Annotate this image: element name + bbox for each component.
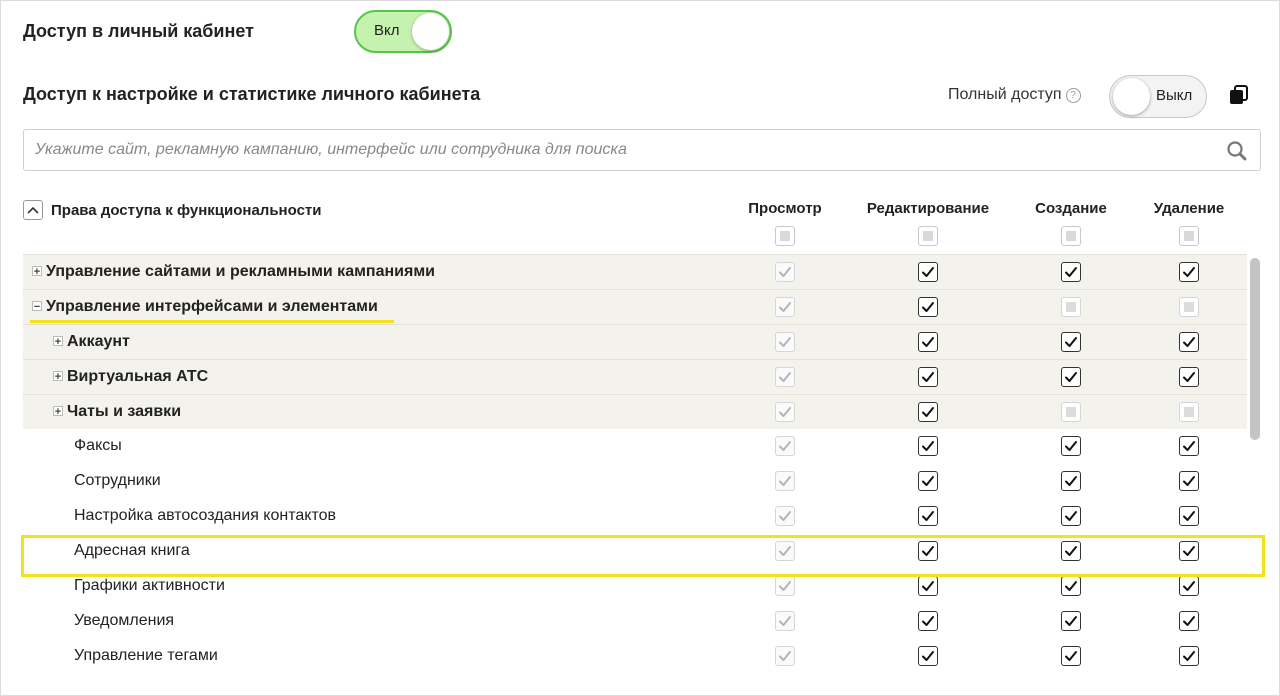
permission-checkbox-view	[775, 436, 795, 456]
permission-checkbox-view	[775, 471, 795, 491]
permission-checkbox-create[interactable]	[1061, 506, 1081, 526]
table-row[interactable]	[23, 324, 1247, 359]
table-row[interactable]	[23, 289, 1247, 324]
column-select-all-checkbox-create[interactable]	[1061, 226, 1081, 246]
row-label: Управление интерфейсами и элементами	[46, 298, 378, 315]
toggle-knob	[1113, 78, 1150, 115]
collapse-icon[interactable]: −	[33, 301, 41, 313]
permission-checkbox-delete[interactable]	[1179, 471, 1199, 491]
row-label: Сотрудники	[74, 472, 161, 489]
table-row[interactable]	[23, 464, 1247, 499]
highlight-underline	[30, 320, 394, 323]
column-header-edit: Редактирование	[866, 200, 990, 217]
permission-checkbox-create[interactable]	[1061, 646, 1081, 666]
permission-checkbox-view	[775, 402, 795, 422]
search-icon[interactable]	[1226, 140, 1248, 162]
table-row[interactable]	[23, 429, 1247, 464]
permission-checkbox-delete[interactable]	[1179, 436, 1199, 456]
column-select-all-checkbox-view[interactable]	[775, 226, 795, 246]
permission-checkbox-delete[interactable]	[1179, 611, 1199, 631]
expand-icon[interactable]: +	[54, 406, 62, 418]
table-row[interactable]	[23, 639, 1247, 674]
permission-checkbox-edit[interactable]	[918, 367, 938, 387]
permission-checkbox-view	[775, 646, 795, 666]
row-label: Настройка автосоздания контактов	[74, 507, 336, 524]
permission-checkbox-view	[775, 262, 795, 282]
copy-icon[interactable]	[1228, 84, 1250, 106]
column-header-create: Создание	[1035, 200, 1107, 217]
permission-checkbox-edit[interactable]	[918, 262, 938, 282]
row-label: Виртуальная АТС	[67, 368, 209, 385]
permission-checkbox-delete[interactable]	[1179, 576, 1199, 596]
permission-checkbox-edit[interactable]	[918, 402, 938, 422]
permission-checkbox-delete[interactable]	[1179, 262, 1199, 282]
permission-checkbox-create[interactable]	[1061, 262, 1081, 282]
table-row[interactable]	[23, 604, 1247, 639]
permission-checkbox-delete	[1179, 402, 1199, 422]
permission-checkbox-create[interactable]	[1061, 436, 1081, 456]
permissions-section-title: Права доступа к функциональности	[51, 201, 322, 219]
permission-checkbox-delete[interactable]	[1179, 506, 1199, 526]
permission-checkbox-create[interactable]	[1061, 367, 1081, 387]
permission-checkbox-view	[775, 297, 795, 317]
full-access-toggle-label: Выкл	[1156, 87, 1193, 104]
row-label: Аккаунт	[67, 333, 130, 350]
row-label: Чаты и заявки	[67, 403, 182, 420]
permission-checkbox-view	[775, 367, 795, 387]
account-access-title: Доступ в личный кабинет	[23, 20, 254, 41]
permission-checkbox-delete	[1179, 297, 1199, 317]
permission-checkbox-edit[interactable]	[918, 471, 938, 491]
account-access-toggle[interactable]	[354, 10, 452, 53]
column-header-view: Просмотр	[748, 200, 822, 217]
permission-checkbox-delete[interactable]	[1179, 332, 1199, 352]
permission-checkbox-edit[interactable]	[918, 332, 938, 352]
permission-checkbox-view	[775, 506, 795, 526]
permission-checkbox-create	[1061, 402, 1081, 422]
column-select-all-checkbox-delete[interactable]	[1179, 226, 1199, 246]
permission-checkbox-edit[interactable]	[918, 576, 938, 596]
account-access-toggle-label: Вкл	[374, 22, 400, 39]
table-row[interactable]	[23, 254, 1247, 289]
permission-checkbox-view	[775, 332, 795, 352]
column-select-all-checkbox-edit[interactable]	[918, 226, 938, 246]
permission-checkbox-edit[interactable]	[918, 646, 938, 666]
permission-checkbox-create[interactable]	[1061, 611, 1081, 631]
table-row[interactable]	[23, 499, 1247, 534]
expand-icon[interactable]: +	[54, 371, 62, 383]
scrollbar[interactable]	[1250, 258, 1260, 440]
row-label: Управление сайтами и рекламными кампаниями	[46, 263, 435, 280]
permission-checkbox-delete[interactable]	[1179, 646, 1199, 666]
permissions-table	[23, 254, 1247, 674]
permission-checkbox-view	[775, 576, 795, 596]
permission-checkbox-delete[interactable]	[1179, 367, 1199, 387]
permission-checkbox-view	[775, 611, 795, 631]
search-input[interactable]	[23, 129, 1261, 171]
row-label: Факсы	[74, 437, 122, 454]
permission-checkbox-create	[1061, 297, 1081, 317]
toggle-knob	[412, 13, 449, 50]
column-header-delete: Удаление	[1153, 200, 1225, 217]
full-access-label: Полный доступ	[948, 86, 1062, 103]
row-label: Управление тегами	[74, 647, 218, 664]
chevron-up-icon[interactable]	[23, 200, 43, 220]
expand-icon[interactable]: +	[33, 266, 41, 278]
search-placeholder: Укажите сайт, рекламную кампанию, интерфейс или сотрудника для поиска	[35, 141, 627, 158]
account-access-row	[23, 10, 254, 52]
permission-checkbox-create[interactable]	[1061, 576, 1081, 596]
full-access-toggle[interactable]	[1109, 75, 1207, 118]
row-label: Адресная книга	[74, 542, 190, 559]
row-label: Уведомления	[74, 612, 175, 629]
table-row[interactable]	[23, 359, 1247, 394]
permission-checkbox-edit[interactable]	[918, 611, 938, 631]
settings-access-title: Доступ к настройке и статистике личного кабинета	[23, 84, 481, 104]
permission-checkbox-edit[interactable]	[918, 297, 938, 317]
question-circle-icon[interactable]: ?	[1066, 88, 1081, 103]
expand-icon[interactable]: +	[54, 336, 62, 348]
full-access-label-group	[948, 86, 1081, 104]
row-label: Графики активности	[74, 577, 225, 594]
permission-checkbox-create[interactable]	[1061, 471, 1081, 491]
table-row[interactable]	[23, 394, 1247, 429]
permission-checkbox-create[interactable]	[1061, 332, 1081, 352]
permission-checkbox-edit[interactable]	[918, 436, 938, 456]
permission-checkbox-edit[interactable]	[918, 506, 938, 526]
permissions-section-header	[23, 200, 321, 220]
highlight-box	[21, 535, 1265, 577]
